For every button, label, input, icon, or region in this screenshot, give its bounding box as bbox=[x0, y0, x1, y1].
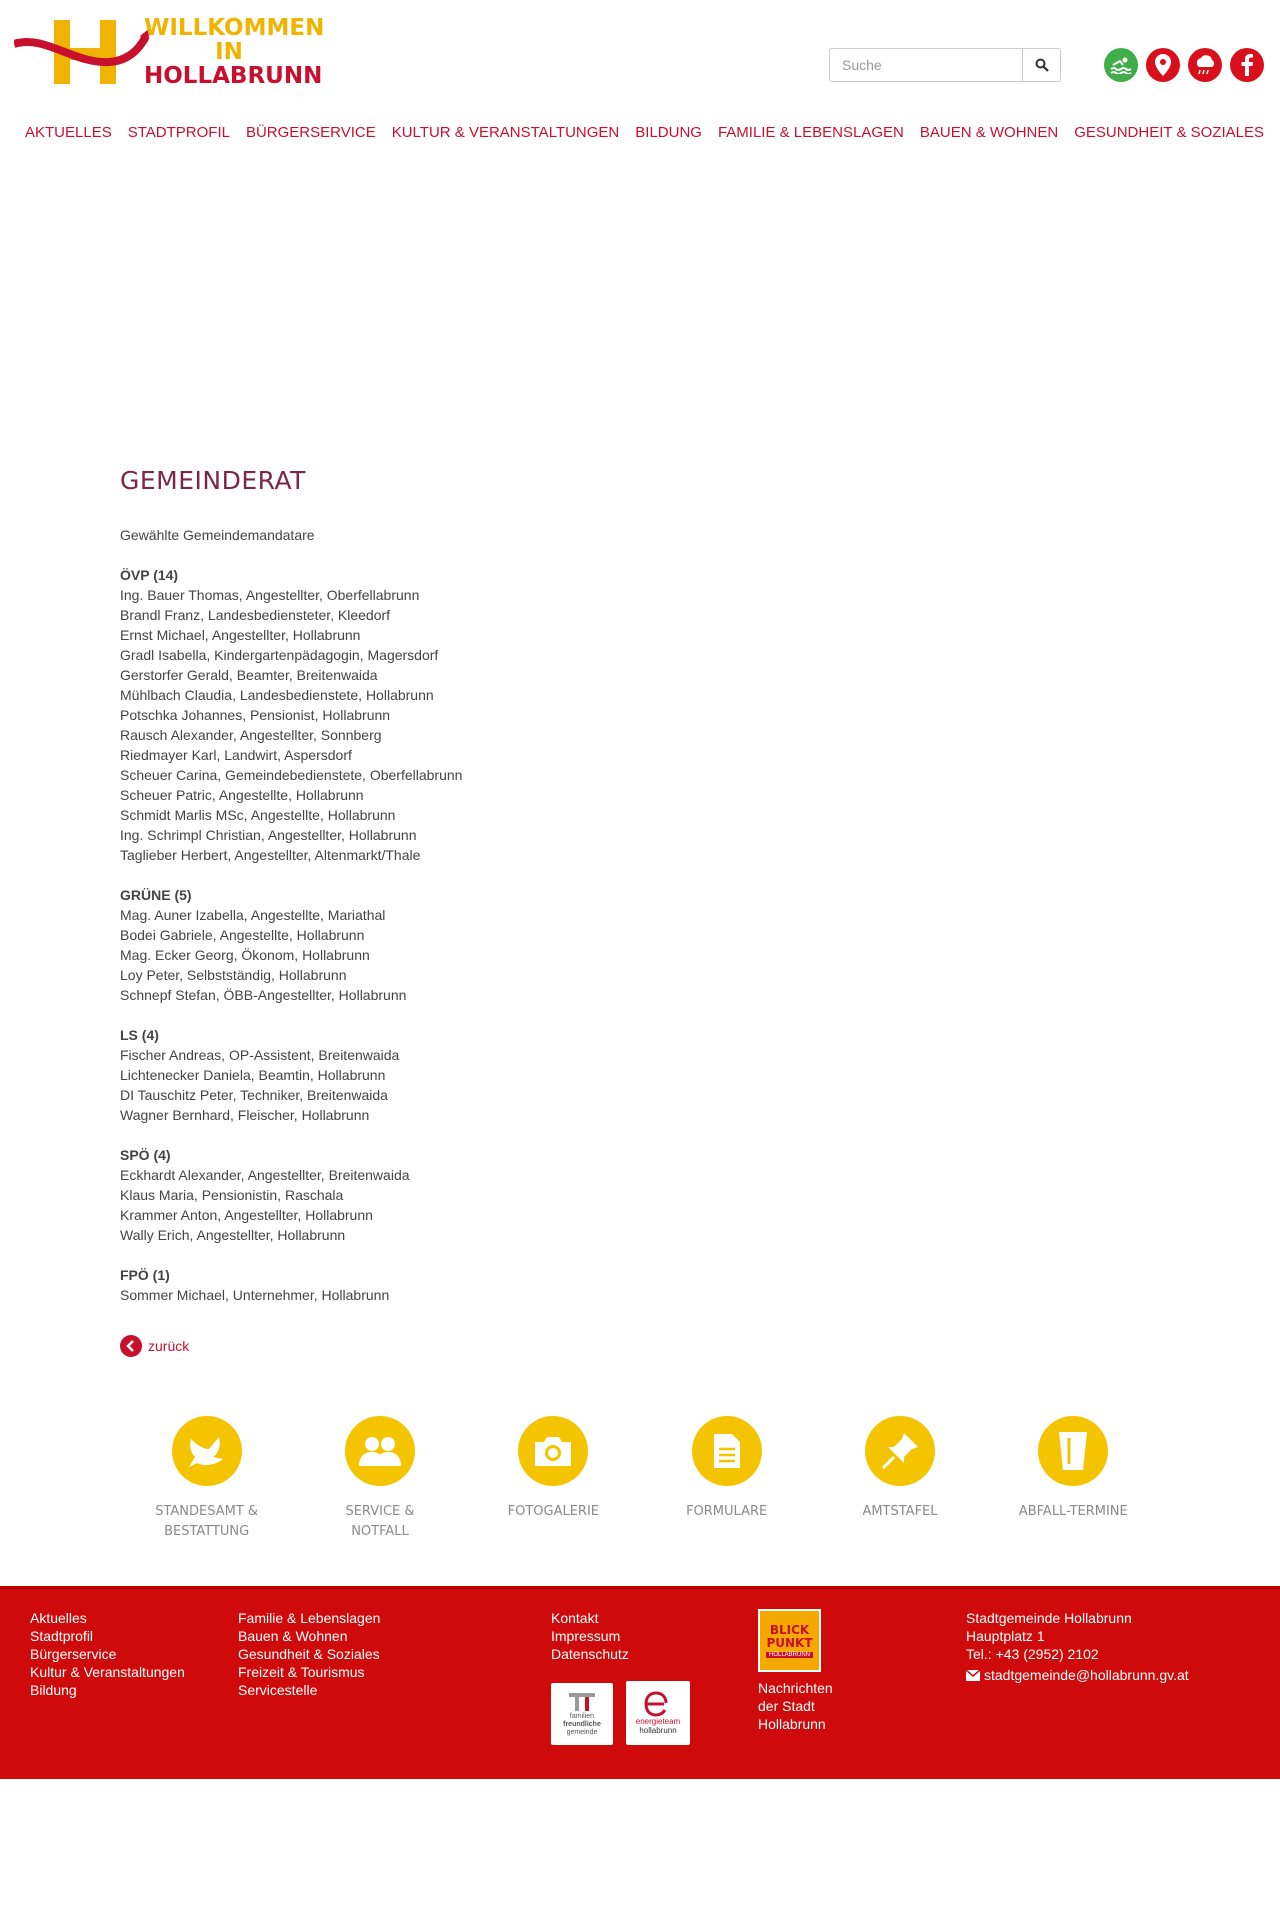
chevron-left-icon bbox=[120, 1335, 142, 1357]
quick-link-amtstafel[interactable] bbox=[813, 1416, 986, 1542]
badge-line: gemeinde bbox=[566, 1729, 598, 1736]
quick-link-label bbox=[830, 1502, 970, 1522]
page-title: GEMEINDERAT bbox=[120, 466, 306, 495]
back-label: zurück bbox=[148, 1338, 190, 1354]
logo-text bbox=[144, 15, 325, 89]
news-line-3[interactable]: Hollabrunn bbox=[758, 1716, 826, 1732]
list-item: Schmidt Marlis MSc, Angestellte, Hollabrunn bbox=[120, 807, 396, 823]
news-line-2[interactable]: der Stadt bbox=[758, 1698, 815, 1714]
quick-link-service-notfall[interactable] bbox=[293, 1416, 466, 1542]
energy-logo-icon bbox=[640, 1691, 676, 1717]
contact-phone: Tel.: +43 (2952) 2102 bbox=[966, 1646, 1099, 1662]
search-input[interactable] bbox=[829, 48, 1022, 82]
list-item: Gradl Isabella, Kindergartenpädagogin, Magersdorf bbox=[120, 647, 439, 663]
footer-link-familie[interactable]: Familie & Lebenslagen bbox=[238, 1610, 381, 1626]
member-list bbox=[120, 1165, 820, 1245]
footer-link-kultur[interactable]: Kultur & Veranstaltungen bbox=[30, 1664, 185, 1680]
label-line-1: SERVICE & bbox=[345, 1504, 415, 1519]
label-line-1: AMTSTAFEL bbox=[862, 1504, 938, 1519]
label-line-1: ABFALL-TERMINE bbox=[1018, 1504, 1128, 1519]
list-item: Taglieber Herbert, Angestellter, Altenmarkt/Thale bbox=[120, 847, 421, 863]
footer-link-stadtprofil[interactable]: Stadtprofil bbox=[30, 1628, 94, 1644]
party-spoe bbox=[120, 1145, 820, 1245]
party-heading: LS (4) bbox=[120, 1027, 159, 1043]
bin-icon bbox=[1038, 1416, 1108, 1486]
logo-h-icon bbox=[14, 14, 154, 90]
party-oevp bbox=[120, 565, 820, 865]
footer-link-datenschutz[interactable]: Datenschutz bbox=[551, 1646, 629, 1662]
footer-link-aktuelles[interactable]: Aktuelles bbox=[30, 1610, 87, 1626]
dove-icon bbox=[172, 1416, 242, 1486]
quick-link-label bbox=[657, 1502, 797, 1522]
search-form bbox=[829, 48, 1061, 82]
footer-link-bildung[interactable]: Bildung bbox=[30, 1682, 77, 1698]
facebook-icon[interactable] bbox=[1230, 48, 1264, 82]
contact-name: Stadtgemeinde Hollabrunn bbox=[966, 1610, 1132, 1626]
quick-links bbox=[120, 1416, 1160, 1542]
familienfreundliche-gemeinde-badge[interactable] bbox=[551, 1683, 613, 1745]
list-item: Riedmayer Karl, Landwirt, Aspersdorf bbox=[120, 747, 352, 763]
footer-link-bauen[interactable]: Bauen & Wohnen bbox=[238, 1628, 348, 1644]
list-item: Wally Erich, Angestellter, Hollabrunn bbox=[120, 1227, 346, 1243]
footer-link-freizeit[interactable]: Freizeit & Tourismus bbox=[238, 1664, 365, 1680]
search-button[interactable] bbox=[1022, 48, 1061, 82]
list-item: Mag. Ecker Georg, Ökonom, Hollabrunn bbox=[120, 947, 370, 963]
label-line-1: STANDESAMT & bbox=[155, 1504, 259, 1519]
nav-stadtprofil[interactable]: STADTPROFIL bbox=[127, 124, 230, 141]
list-item: Gerstorfer Gerald, Beamter, Breitenwaida bbox=[120, 667, 378, 683]
party-heading: GRÜNE (5) bbox=[120, 887, 192, 903]
list-item: Eckhardt Alexander, Angestellter, Breitenwaida bbox=[120, 1167, 410, 1183]
document-icon bbox=[692, 1416, 762, 1486]
news-text bbox=[758, 1679, 833, 1733]
list-item: Rausch Alexander, Angestellter, Sonnberg bbox=[120, 727, 382, 743]
nav-bildung[interactable]: BILDUNG bbox=[635, 124, 702, 141]
energieteam-badge[interactable] bbox=[626, 1681, 690, 1745]
weather-icon[interactable] bbox=[1188, 48, 1222, 82]
badge-text bbox=[563, 1713, 601, 1737]
list-item: Fischer Andreas, OP-Assistent, Breitenwaida bbox=[120, 1047, 400, 1063]
site-footer bbox=[0, 1586, 1280, 1779]
list-item: Krammer Anton, Angestellter, Hollabrunn bbox=[120, 1207, 373, 1223]
pin-icon bbox=[865, 1416, 935, 1486]
nav-bauen-wohnen[interactable]: BAUEN & WOHNEN bbox=[919, 124, 1059, 141]
blick-line-3: HOLLABRUNN bbox=[766, 1652, 813, 1658]
blick-line-1: BLICK bbox=[769, 1622, 810, 1637]
contact-email-link[interactable] bbox=[966, 1666, 1189, 1684]
member-list bbox=[120, 1045, 820, 1125]
label-line-2: BESTATTUNG bbox=[164, 1524, 250, 1539]
party-fpoe bbox=[120, 1265, 820, 1305]
quick-link-standesamt[interactable] bbox=[120, 1416, 293, 1542]
badge-line: energieteam bbox=[635, 1717, 681, 1726]
nav-buergerservice[interactable]: BÜRGERSERVICE bbox=[245, 124, 376, 141]
nav-aktuelles[interactable]: AKTUELLES bbox=[25, 124, 112, 141]
quick-link-fotogalerie[interactable] bbox=[467, 1416, 640, 1542]
quick-link-abfall-termine[interactable] bbox=[987, 1416, 1160, 1542]
party-ls bbox=[120, 1025, 820, 1125]
label-line-2: NOTFALL bbox=[351, 1524, 409, 1539]
news-line-1[interactable]: Nachrichten bbox=[758, 1680, 833, 1696]
quick-link-label bbox=[137, 1502, 277, 1542]
logo-line-3: HOLLABRUNN bbox=[144, 63, 323, 89]
nav-kultur-veranstaltungen[interactable]: KULTUR & VERANSTALTUNGEN bbox=[391, 124, 620, 141]
logo-line-2: IN bbox=[215, 39, 243, 65]
footer-nav-3 bbox=[551, 1609, 629, 1663]
list-item: Ing. Schrimpl Christian, Angestellter, Hollabrunn bbox=[120, 827, 417, 843]
party-heading: SPÖ (4) bbox=[120, 1147, 171, 1163]
list-item: Scheuer Patric, Angestellte, Hollabrunn bbox=[120, 787, 364, 803]
footer-link-impressum[interactable]: Impressum bbox=[551, 1628, 621, 1644]
people-icon bbox=[345, 1416, 415, 1486]
quick-link-formulare[interactable] bbox=[640, 1416, 813, 1542]
list-item: Potschka Johannes, Pensionist, Hollabrunn bbox=[120, 707, 391, 723]
search-icon bbox=[1035, 58, 1049, 72]
list-item: Sommer Michael, Unternehmer, Hollabrunn bbox=[120, 1287, 390, 1303]
footer-contact bbox=[966, 1609, 1189, 1684]
camera-icon bbox=[518, 1416, 588, 1486]
list-item: Klaus Maria, Pensionistin, Raschala bbox=[120, 1187, 344, 1203]
family-logo-icon bbox=[567, 1691, 597, 1713]
list-item: Schnepf Stefan, ÖBB-Angestellter, Hollabrunn bbox=[120, 987, 407, 1003]
member-list bbox=[120, 585, 820, 865]
list-item: Brandl Franz, Landesbediensteter, Kleedorf bbox=[120, 607, 391, 623]
footer-link-kontakt[interactable]: Kontakt bbox=[551, 1610, 599, 1626]
main-content bbox=[120, 466, 820, 1357]
list-item: Mühlbach Claudia, Landesbedienstete, Hollabrunn bbox=[120, 687, 434, 703]
contact-email: stadtgemeinde@hollabrunn.gv.at bbox=[984, 1667, 1189, 1683]
badge-line: hollabrunn bbox=[639, 1726, 677, 1735]
list-item: Ernst Michael, Angestellter, Hollabrunn bbox=[120, 627, 361, 643]
party-heading: ÖVP (14) bbox=[120, 567, 179, 583]
party-heading: FPÖ (1) bbox=[120, 1267, 170, 1283]
list-item: DI Tauschitz Peter, Techniker, Breitenwaida bbox=[120, 1087, 388, 1103]
footer-link-servicestelle[interactable]: Servicestelle bbox=[238, 1682, 318, 1698]
map-pin-icon[interactable] bbox=[1146, 48, 1180, 82]
logo-line-1: WILLKOMMEN bbox=[144, 15, 325, 41]
quick-link-label bbox=[310, 1502, 450, 1542]
contact-street: Hauptplatz 1 bbox=[966, 1628, 1045, 1644]
list-item: Bodei Gabriele, Angestellte, Hollabrunn bbox=[120, 927, 365, 943]
list-item: Mag. Auner Izabella, Angestellte, Mariathal bbox=[120, 907, 386, 923]
list-item: Wagner Bernhard, Fleischer, Hollabrunn bbox=[120, 1107, 370, 1123]
blickpunkt-logo[interactable] bbox=[758, 1609, 821, 1672]
footer-nav-1 bbox=[30, 1609, 185, 1699]
label-line-1: FORMULARE bbox=[686, 1504, 768, 1519]
list-item: Ing. Bauer Thomas, Angestellter, Oberfellabrunn bbox=[120, 587, 420, 603]
member-list bbox=[120, 905, 820, 1005]
list-item: Lichtenecker Daniela, Beamtin, Hollabrunn bbox=[120, 1067, 386, 1083]
swimming-icon[interactable] bbox=[1104, 48, 1138, 82]
list-item: Loy Peter, Selbstständig, Hollabrunn bbox=[120, 967, 347, 983]
main-navigation bbox=[17, 124, 1272, 141]
list-item: Scheuer Carina, Gemeindebedienstete, Oberfellabrunn bbox=[120, 767, 463, 783]
quick-link-label bbox=[1003, 1502, 1143, 1522]
site-logo[interactable] bbox=[14, 14, 325, 90]
footer-nav-2 bbox=[238, 1609, 380, 1699]
blick-line-2: PUNKT bbox=[766, 1635, 813, 1650]
member-list bbox=[120, 1285, 820, 1305]
badge-line: familien bbox=[569, 1713, 595, 1720]
label-line-1: FOTOGALERIE bbox=[507, 1504, 599, 1519]
nav-gesundheit-soziales[interactable]: GESUNDHEIT & SOZIALES bbox=[1074, 124, 1264, 141]
nav-familie-lebenslagen[interactable]: FAMILIE & LEBENSLAGEN bbox=[717, 124, 904, 141]
intro-text: Gewählte Gemeindemandatare bbox=[120, 527, 315, 543]
envelope-icon bbox=[966, 1670, 980, 1681]
footer-link-gesundheit[interactable]: Gesundheit & Soziales bbox=[238, 1646, 380, 1662]
quick-link-label bbox=[483, 1502, 623, 1522]
footer-link-buergerservice[interactable]: Bürgerservice bbox=[30, 1646, 117, 1662]
back-link[interactable] bbox=[120, 1335, 820, 1357]
party-gruene bbox=[120, 885, 820, 1005]
badge-line: freundliche bbox=[563, 1721, 601, 1728]
top-icon-bar bbox=[1104, 48, 1264, 82]
